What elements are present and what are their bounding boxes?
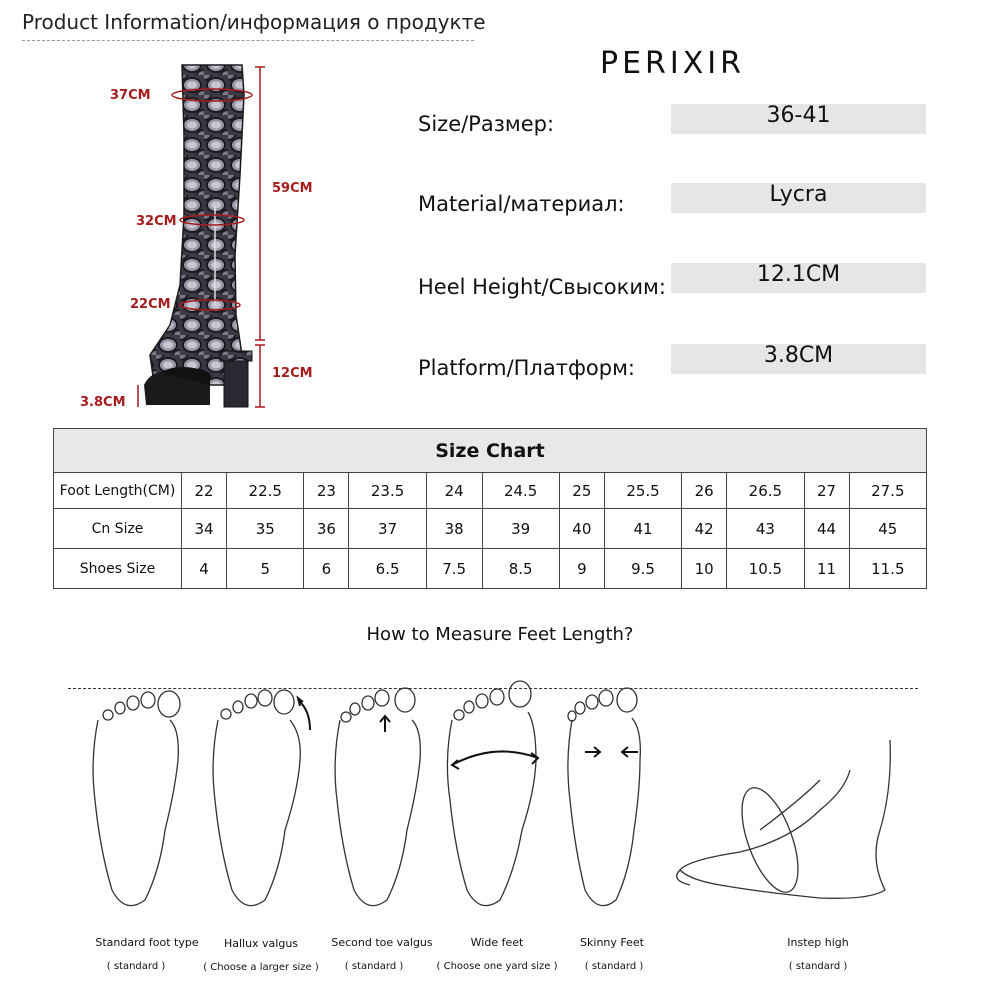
brand-logo: PERIXIR (600, 46, 745, 81)
table-cell: 4 (182, 549, 227, 589)
spec-size-value: 36-41 (766, 103, 831, 128)
size-chart-table (53, 428, 927, 589)
table-cell: 6 (304, 549, 349, 589)
spec-heel-label: Heel Height/Свысоким: (418, 275, 666, 299)
table-cell: 11 (804, 549, 849, 589)
table-cell: 27.5 (849, 473, 926, 509)
table-cell: 36 (304, 509, 349, 549)
foot-name: Hallux valgus (223, 937, 299, 950)
table-cell: 43 (727, 509, 804, 549)
row-label: Cn Size (54, 509, 182, 549)
table-cell: 27 (804, 473, 849, 509)
spec-platform-label: Platform/Платформ: (418, 356, 636, 380)
table-row (54, 473, 927, 509)
spec-material-value: Lycra (769, 182, 828, 207)
table-cell: 8.5 (482, 549, 559, 589)
spec-material-box (671, 183, 926, 213)
table-cell: 24.5 (482, 473, 559, 509)
table-cell: 44 (804, 509, 849, 549)
table-cell: 40 (559, 509, 604, 549)
spec-platform-box (671, 344, 926, 374)
table-cell: 23 (304, 473, 349, 509)
foot-hallux-icon (213, 690, 310, 906)
foot-instep-icon (677, 740, 891, 899)
table-cell: 25.5 (604, 473, 681, 509)
foot-second-toe-icon (335, 688, 420, 906)
spec-heel-box (671, 263, 926, 293)
header-divider (22, 40, 474, 41)
table-row (54, 509, 927, 549)
spec-platform-value: 3.8CM (763, 343, 834, 368)
foot-note: ( standard ) (344, 961, 404, 972)
table-cell: 45 (849, 509, 926, 549)
table-cell: 37 (349, 509, 426, 549)
table-cell: 41 (604, 509, 681, 549)
foot-name: Standard foot type (95, 936, 199, 949)
foot-name: Wide feet (470, 936, 524, 949)
measure-calf: 22CM (130, 297, 171, 312)
table-cell: 10.5 (727, 549, 804, 589)
measure-top: 37CM (110, 88, 151, 103)
foot-wide-icon (447, 681, 538, 906)
row-label: Foot Length(CM) (54, 473, 182, 509)
table-cell: 25 (559, 473, 604, 509)
table-cell: 39 (482, 509, 559, 549)
foot-note: ( standard ) (106, 961, 166, 972)
size-chart-title: Size Chart (54, 429, 927, 473)
table-cell: 22 (182, 473, 227, 509)
spec-size-box (671, 104, 926, 134)
measure-knee: 32CM (136, 214, 177, 229)
measure-shaft: 59CM (272, 181, 313, 196)
measure-title: How to Measure Feet Length? (366, 624, 634, 645)
boot-image (60, 55, 360, 425)
spec-material-label: Material/материал: (418, 192, 625, 216)
foot-name: Skinny Feet (580, 936, 644, 949)
table-cell: 22.5 (227, 473, 304, 509)
foot-standard-icon (93, 691, 180, 906)
table-cell: 24 (426, 473, 482, 509)
table-row (54, 549, 927, 589)
foot-note: ( Choose one yard size ) (436, 961, 558, 972)
foot-skinny-icon (568, 688, 640, 906)
spec-size-label: Size/Размер: (418, 112, 555, 136)
table-cell: 35 (227, 509, 304, 549)
page-title: Product Information/информация о продукте (22, 10, 486, 34)
table-cell: 9.5 (604, 549, 681, 589)
table-cell: 10 (682, 549, 727, 589)
foot-note: ( standard ) (584, 961, 644, 972)
table-cell: 7.5 (426, 549, 482, 589)
spec-heel-value: 12.1CM (756, 262, 841, 287)
measure-heel: 12CM (272, 366, 313, 381)
foot-note: ( standard ) (788, 961, 848, 972)
foot-note: ( Choose a larger size ) (203, 962, 319, 973)
table-cell: 5 (227, 549, 304, 589)
table-cell: 23.5 (349, 473, 426, 509)
table-cell: 6.5 (349, 549, 426, 589)
table-cell: 38 (426, 509, 482, 549)
measure-platform: 3.8CM (80, 395, 126, 410)
table-cell: 34 (182, 509, 227, 549)
table-cell: 42 (682, 509, 727, 549)
foot-name: Second toe valgus (331, 936, 433, 949)
row-label: Shoes Size (54, 549, 182, 589)
table-cell: 26 (682, 473, 727, 509)
table-cell: 26.5 (727, 473, 804, 509)
feet-illustrations (0, 680, 1000, 930)
foot-name: Instep high (787, 936, 849, 949)
table-cell: 11.5 (849, 549, 926, 589)
table-cell: 9 (559, 549, 604, 589)
